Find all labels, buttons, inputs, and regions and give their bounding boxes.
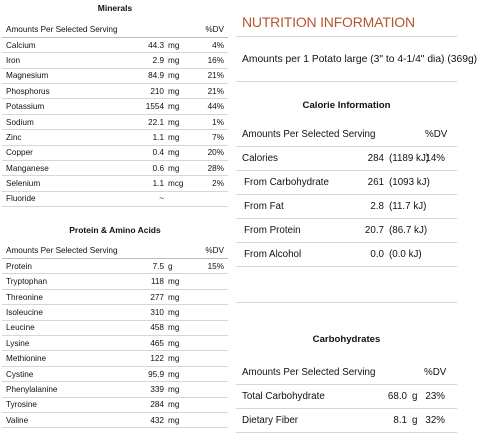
calorie-row-kj: (1189 kJ) xyxy=(387,146,425,170)
nutrient-name: Selenium xyxy=(2,176,135,191)
calorie-row-label: Calories xyxy=(236,146,364,170)
nutrient-dv: 28% xyxy=(191,161,228,176)
nutrient-amount: 284 xyxy=(135,397,167,412)
protein-header-label: Amounts Per Selected Serving xyxy=(2,243,135,258)
nutrient-unit: mg xyxy=(167,289,191,304)
protein-row xyxy=(2,274,228,289)
nutrient-name: Protein xyxy=(2,259,135,274)
nutrient-name: Tyrosine xyxy=(2,397,135,412)
carbs-row-label: Dietary Fiber xyxy=(236,408,386,432)
nutrient-name: Threonine xyxy=(2,289,135,304)
nutrient-dv xyxy=(191,289,228,304)
calorie-row-kj: (0.0 kJ) xyxy=(387,242,425,266)
carbs-row-unit: g xyxy=(410,384,424,408)
nutrient-amount: 44.3 xyxy=(135,37,167,52)
nutrient-name: Lysine xyxy=(2,336,135,351)
calorie-row-dv xyxy=(425,194,457,218)
nutrient-unit: mg xyxy=(167,274,191,289)
nutrient-name: Valine xyxy=(2,412,135,427)
nutrient-unit: mg xyxy=(167,305,191,320)
protein-row xyxy=(2,366,228,381)
nutrient-name: Phosphorus xyxy=(2,84,135,99)
protein-rows xyxy=(2,259,228,428)
protein-row xyxy=(2,382,228,397)
nutrient-unit: mg xyxy=(167,68,191,83)
nutrient-dv xyxy=(191,320,228,335)
nutrient-amount: ~ xyxy=(135,191,167,206)
calorie-row-label: From Fat xyxy=(236,194,364,218)
nutrient-amount: 310 xyxy=(135,305,167,320)
minerals-row xyxy=(2,114,228,129)
nutrient-unit: mg xyxy=(167,320,191,335)
calorie-row-kj: (1093 kJ) xyxy=(387,170,425,194)
nutrient-name: Magnesium xyxy=(2,68,135,83)
nutrient-unit: mg xyxy=(167,145,191,160)
minerals-row xyxy=(2,68,228,83)
minerals-row xyxy=(2,176,228,191)
serving-size: Amounts per 1 Potato large (3" to 4-1/4" dia) (369g) xyxy=(236,36,457,82)
calorie-row-value: 284 xyxy=(364,146,387,170)
nutrient-amount: 1.1 xyxy=(135,130,167,145)
nutrient-name: Isoleucine xyxy=(2,305,135,320)
nutrient-amount: 2.9 xyxy=(135,53,167,68)
nutrient-dv xyxy=(191,191,228,206)
calorie-table xyxy=(236,124,457,267)
nutrient-amount: 1554 xyxy=(135,99,167,114)
calorie-row-dv xyxy=(425,242,457,266)
right-column xyxy=(236,0,477,426)
nutrient-dv: 16% xyxy=(191,53,228,68)
protein-row xyxy=(2,320,228,335)
nutrient-amount: 339 xyxy=(135,382,167,397)
minerals-row xyxy=(2,37,228,52)
section-divider xyxy=(236,302,457,303)
nutrient-dv xyxy=(191,366,228,381)
minerals-row xyxy=(2,145,228,160)
protein-row xyxy=(2,351,228,366)
calorie-row xyxy=(236,194,457,218)
nutrient-unit: mg xyxy=(167,336,191,351)
minerals-table xyxy=(2,22,228,207)
calorie-header-row xyxy=(236,124,457,146)
protein-row xyxy=(2,397,228,412)
carbohydrates-table xyxy=(236,362,457,433)
calorie-row xyxy=(236,242,457,266)
protein-row xyxy=(2,289,228,304)
nutrient-unit: mg xyxy=(167,382,191,397)
calorie-row-label: From Alcohol xyxy=(236,242,364,266)
minerals-row xyxy=(2,130,228,145)
nutrient-dv: 20% xyxy=(191,145,228,160)
nutrient-name: Leucine xyxy=(2,320,135,335)
nutrient-name: Cystine xyxy=(2,366,135,381)
nutrient-dv xyxy=(191,412,228,427)
protein-row xyxy=(2,336,228,351)
protein-header-dv: %DV xyxy=(191,243,228,258)
nutrient-name: Calcium xyxy=(2,37,135,52)
nutrient-dv: 15% xyxy=(191,259,228,274)
nutrient-name: Copper xyxy=(2,145,135,160)
nutrient-name: Manganese xyxy=(2,161,135,176)
calorie-header-label: Amounts Per Selected Serving xyxy=(236,124,364,146)
minerals-row xyxy=(2,191,228,206)
nutrition-title: NUTRITION INFORMATION xyxy=(242,14,415,30)
carbs-row xyxy=(236,384,457,408)
carbs-row-unit: g xyxy=(410,408,424,432)
protein-title: Protein & Amino Acids xyxy=(69,225,161,236)
carbohydrates-title: Carbohydrates xyxy=(312,334,381,345)
nutrient-amount: 22.1 xyxy=(135,114,167,129)
nutrient-unit: mg xyxy=(167,114,191,129)
calorie-row-kj: (86.7 kJ) xyxy=(387,218,425,242)
nutrient-dv: 4% xyxy=(191,37,228,52)
calorie-row-dv xyxy=(425,218,457,242)
nutrient-dv xyxy=(191,397,228,412)
calorie-header-dv: %DV xyxy=(425,124,457,146)
nutrient-dv xyxy=(191,336,228,351)
carbs-header-dv: %DV xyxy=(424,362,457,384)
calorie-row-value: 261 xyxy=(364,170,387,194)
nutrient-name: Zinc xyxy=(2,130,135,145)
nutrient-amount: 432 xyxy=(135,412,167,427)
carbs-rows xyxy=(236,384,457,432)
calorie-row-kj: (11.7 kJ) xyxy=(387,194,425,218)
calorie-rows xyxy=(236,146,457,266)
nutrient-dv: 7% xyxy=(191,130,228,145)
nutrient-amount: 0.6 xyxy=(135,161,167,176)
nutrient-name: Iron xyxy=(2,53,135,68)
carbs-row-amount: 8.1 xyxy=(386,408,410,432)
nutrient-unit: mg xyxy=(167,53,191,68)
nutrient-unit: mg xyxy=(167,130,191,145)
nutrient-name: Tryptophan xyxy=(2,274,135,289)
calorie-row-dv: 14% xyxy=(425,146,457,170)
carbs-row-amount: 68.0 xyxy=(386,384,410,408)
calorie-row-value: 20.7 xyxy=(364,218,387,242)
nutrient-amount: 122 xyxy=(135,351,167,366)
carbs-row xyxy=(236,408,457,432)
calorie-row-value: 2.8 xyxy=(364,194,387,218)
minerals-rows xyxy=(2,37,228,206)
nutrient-name: Potassium xyxy=(2,99,135,114)
minerals-title: Minerals xyxy=(97,3,133,13)
nutrient-unit xyxy=(167,191,191,206)
nutrient-amount: 210 xyxy=(135,84,167,99)
calorie-row-label: From Protein xyxy=(236,218,364,242)
minerals-header-label: Amounts Per Selected Serving xyxy=(2,22,135,37)
carbs-row-label: Total Carbohydrate xyxy=(236,384,386,408)
minerals-row xyxy=(2,84,228,99)
nutrient-name: Phenylalanine xyxy=(2,382,135,397)
protein-row xyxy=(2,305,228,320)
nutrient-name: Sodium xyxy=(2,114,135,129)
nutrient-dv: 21% xyxy=(191,84,228,99)
protein-header-row xyxy=(2,243,228,258)
minerals-row xyxy=(2,161,228,176)
calorie-row xyxy=(236,218,457,242)
calorie-row xyxy=(236,170,457,194)
minerals-header-row xyxy=(2,22,228,37)
nutrient-unit: mg xyxy=(167,412,191,427)
nutrient-amount: 118 xyxy=(135,274,167,289)
nutrient-dv: 1% xyxy=(191,114,228,129)
nutrient-unit: mg xyxy=(167,366,191,381)
calorie-row xyxy=(236,146,457,170)
nutrient-amount: 458 xyxy=(135,320,167,335)
calorie-info-title: Calorie Information xyxy=(302,100,391,111)
nutrient-name: Fluoride xyxy=(2,191,135,206)
nutrient-unit: mg xyxy=(167,397,191,412)
protein-row xyxy=(2,412,228,427)
calorie-row-value: 0.0 xyxy=(364,242,387,266)
nutrient-dv: 44% xyxy=(191,99,228,114)
nutrient-amount: 84.9 xyxy=(135,68,167,83)
nutrient-name: Methionine xyxy=(2,351,135,366)
protein-table xyxy=(2,243,228,428)
protein-row xyxy=(2,259,228,274)
carbs-row-dv: 23% xyxy=(424,384,457,408)
nutrient-dv xyxy=(191,305,228,320)
nutrient-dv: 21% xyxy=(191,68,228,83)
nutrient-unit: mg xyxy=(167,351,191,366)
nutrient-unit: g xyxy=(167,259,191,274)
nutrient-unit: mg xyxy=(167,84,191,99)
nutrient-unit: mg xyxy=(167,161,191,176)
nutrient-unit: mcg xyxy=(167,176,191,191)
nutrient-dv xyxy=(191,274,228,289)
minerals-row xyxy=(2,53,228,68)
nutrient-unit: mg xyxy=(167,99,191,114)
nutrient-amount: 1.1 xyxy=(135,176,167,191)
carbs-header-label: Amounts Per Selected Serving xyxy=(236,362,386,384)
nutrient-dv xyxy=(191,382,228,397)
nutrient-amount: 95.9 xyxy=(135,366,167,381)
nutrient-unit: mg xyxy=(167,37,191,52)
minerals-row xyxy=(2,99,228,114)
carbs-row-dv: 32% xyxy=(424,408,457,432)
nutrient-amount: 277 xyxy=(135,289,167,304)
nutrient-amount: 7.5 xyxy=(135,259,167,274)
nutrient-amount: 0.4 xyxy=(135,145,167,160)
nutrient-amount: 465 xyxy=(135,336,167,351)
nutrient-dv xyxy=(191,351,228,366)
minerals-header-dv: %DV xyxy=(191,22,228,37)
left-column xyxy=(2,0,228,428)
calorie-row-label: From Carbohydrate xyxy=(236,170,364,194)
carbs-header-row xyxy=(236,362,457,384)
nutrient-dv: 2% xyxy=(191,176,228,191)
